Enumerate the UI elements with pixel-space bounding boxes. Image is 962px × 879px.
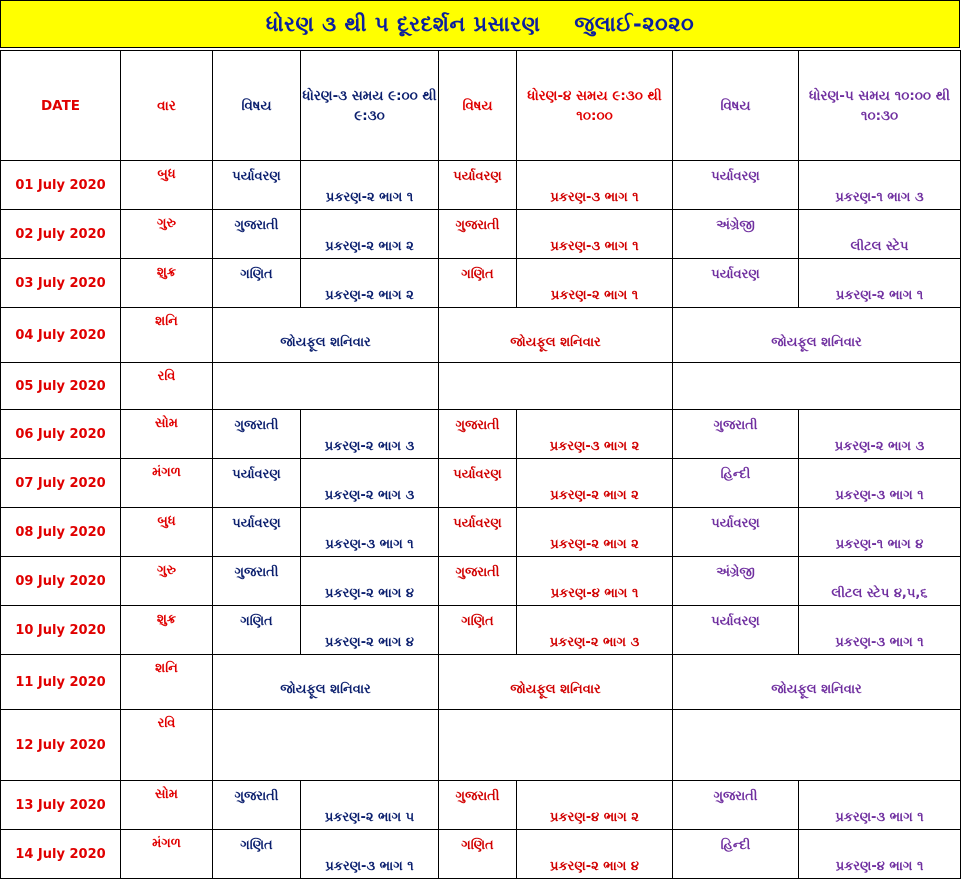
day-cell: સોમ: [121, 410, 213, 459]
lesson-std3-cell: પ્રકરણ-૨ ભાગ ૩: [301, 459, 439, 508]
lesson-std5-cell: પ્રકરણ-૩ ભાગ ૧: [799, 459, 961, 508]
subject-std4-cell: પર્યાવરણ: [439, 459, 517, 508]
joyful-std3-cell: જોયફૂલ શનિવાર: [213, 655, 439, 710]
lesson-std4-cell: પ્રકરણ-૪ ભાગ ૨: [517, 781, 673, 830]
subject-std4-cell: પર્યાવરણ: [439, 508, 517, 557]
day-cell: મંગળ: [121, 830, 213, 879]
subject-std5-cell: પર્યાવરણ: [673, 508, 799, 557]
joyful-std5-cell: જોયફૂલ શનિવાર: [673, 308, 961, 363]
table-row: [1, 308, 961, 363]
subject-std3-cell: ગણિત: [213, 606, 301, 655]
lesson-std5-cell: પ્રકરણ-૨ ભાગ ૩: [799, 410, 961, 459]
lesson-std3-cell: પ્રકરણ-૨ ભાગ ૪: [301, 557, 439, 606]
lesson-std4-cell: પ્રકરણ-૩ ભાગ ૨: [517, 410, 673, 459]
table-row: [1, 259, 961, 308]
header-time-std5: ધોરણ-૫ સમય ૧૦:૦૦ થી ૧૦:૩૦: [799, 51, 961, 161]
lesson-std5-cell: પ્રકરણ-૪ ભાગ ૧: [799, 830, 961, 879]
lesson-std3-cell: પ્રકરણ-૨ ભાગ ૫: [301, 781, 439, 830]
header-subject-std3: વિષય: [213, 51, 301, 161]
day-cell: રવિ: [121, 710, 213, 781]
date-cell: 02 July 2020: [1, 210, 121, 259]
table-row: [1, 508, 961, 557]
date-cell: 11 July 2020: [1, 655, 121, 710]
table-row: [1, 363, 961, 410]
joyful-std4-cell: જોયફૂલ શનિવાર: [439, 308, 673, 363]
lesson-std4-cell: પ્રકરણ-૩ ભાગ ૧: [517, 161, 673, 210]
date-cell: 08 July 2020: [1, 508, 121, 557]
lesson-std5-cell: લીટલ સ્ટેપ: [799, 210, 961, 259]
lesson-std3-cell: પ્રકરણ-૨ ભાગ ૧: [301, 161, 439, 210]
table-row: [1, 781, 961, 830]
lesson-std3-cell: પ્રકરણ-૨ ભાગ ૩: [301, 410, 439, 459]
schedule-body: [1, 161, 961, 879]
table-row: [1, 161, 961, 210]
lesson-std5-cell: પ્રકરણ-૩ ભાગ ૧: [799, 781, 961, 830]
subject-std5-cell: પર્યાવરણ: [673, 259, 799, 308]
lesson-std4-cell: પ્રકરણ-૨ ભાગ ૨: [517, 459, 673, 508]
subject-std4-cell: પર્યાવરણ: [439, 161, 517, 210]
table-row: [1, 606, 961, 655]
subject-std5-cell: અંગ્રેજી: [673, 210, 799, 259]
empty-std5-cell: [673, 363, 961, 410]
title-month: જુલાઈ-૨૦૨૦: [574, 11, 695, 36]
subject-std5-cell: અંગ્રેજી: [673, 557, 799, 606]
subject-std3-cell: ગુજરાતી: [213, 557, 301, 606]
lesson-std5-cell: પ્રકરણ-૧ ભાગ ૩: [799, 161, 961, 210]
subject-std4-cell: ગુજરાતી: [439, 410, 517, 459]
subject-std3-cell: ગુજરાતી: [213, 781, 301, 830]
date-cell: 13 July 2020: [1, 781, 121, 830]
date-cell: 05 July 2020: [1, 363, 121, 410]
day-cell: મંગળ: [121, 459, 213, 508]
day-cell: ગુરુ: [121, 210, 213, 259]
joyful-std3-cell: જોયફૂલ શનિવાર: [213, 308, 439, 363]
table-row: [1, 210, 961, 259]
lesson-std5-cell: લીટલ સ્ટેપ ૪,૫,૬: [799, 557, 961, 606]
table-row: [1, 830, 961, 879]
day-cell: બુધ: [121, 161, 213, 210]
date-cell: 10 July 2020: [1, 606, 121, 655]
header-time-std4: ધોરણ-૪ સમય ૯:૩૦ થી ૧૦:૦૦: [517, 51, 673, 161]
subject-std5-cell: પર્યાવરણ: [673, 606, 799, 655]
empty-std3-cell: [213, 363, 439, 410]
subject-std4-cell: ગણિત: [439, 259, 517, 308]
title-main: ધોરણ ૩ થી ૫ દૂરદર્શન પ્રસારણ: [265, 11, 541, 36]
lesson-std5-cell: પ્રકરણ-૧ ભાગ ૪: [799, 508, 961, 557]
lesson-std4-cell: પ્રકરણ-૨ ભાગ ૪: [517, 830, 673, 879]
day-cell: સોમ: [121, 781, 213, 830]
lesson-std4-cell: પ્રકરણ-૪ ભાગ ૧: [517, 557, 673, 606]
subject-std5-cell: પર્યાવરણ: [673, 161, 799, 210]
subject-std4-cell: ગુજરાતી: [439, 781, 517, 830]
lesson-std4-cell: પ્રકરણ-૨ ભાગ ૨: [517, 508, 673, 557]
header-date: DATE: [1, 51, 121, 161]
subject-std3-cell: ગણિત: [213, 259, 301, 308]
joyful-std5-cell: જોયફૂલ શનિવાર: [673, 655, 961, 710]
date-cell: 12 July 2020: [1, 710, 121, 781]
day-cell: ગુરુ: [121, 557, 213, 606]
empty-std4-cell: [439, 710, 673, 781]
header-time-std3: ધોરણ-૩ સમય ૯:૦૦ થી ૯:૩૦: [301, 51, 439, 161]
empty-std5-cell: [673, 710, 961, 781]
subject-std3-cell: પર્યાવરણ: [213, 508, 301, 557]
subject-std4-cell: ગણિત: [439, 606, 517, 655]
header-row: [1, 51, 961, 161]
date-cell: 03 July 2020: [1, 259, 121, 308]
lesson-std4-cell: પ્રકરણ-૨ ભાગ ૧: [517, 259, 673, 308]
header-subject-std5: વિષય: [673, 51, 799, 161]
empty-std4-cell: [439, 363, 673, 410]
header-subject-std4: વિષય: [439, 51, 517, 161]
lesson-std3-cell: પ્રકરણ-૨ ભાગ ૪: [301, 606, 439, 655]
subject-std3-cell: ગુજરાતી: [213, 210, 301, 259]
subject-std5-cell: ગુજરાતી: [673, 781, 799, 830]
lesson-std5-cell: પ્રકરણ-૩ ભાગ ૧: [799, 606, 961, 655]
subject-std3-cell: ગણિત: [213, 830, 301, 879]
date-cell: 09 July 2020: [1, 557, 121, 606]
subject-std5-cell: ગુજરાતી: [673, 410, 799, 459]
title-bar: [0, 0, 960, 48]
lesson-std3-cell: પ્રકરણ-૨ ભાગ ૨: [301, 259, 439, 308]
empty-std3-cell: [213, 710, 439, 781]
subject-std4-cell: ગણિત: [439, 830, 517, 879]
subject-std5-cell: હિન્દી: [673, 830, 799, 879]
lesson-std3-cell: પ્રકરણ-૩ ભાગ ૧: [301, 830, 439, 879]
joyful-std4-cell: જોયફૂલ શનિવાર: [439, 655, 673, 710]
subject-std3-cell: પર્યાવરણ: [213, 459, 301, 508]
lesson-std3-cell: પ્રકરણ-૩ ભાગ ૧: [301, 508, 439, 557]
day-cell: રવિ: [121, 363, 213, 410]
table-row: [1, 410, 961, 459]
date-cell: 04 July 2020: [1, 308, 121, 363]
header-day: વાર: [121, 51, 213, 161]
lesson-std4-cell: પ્રકરણ-૩ ભાગ ૧: [517, 210, 673, 259]
table-row: [1, 459, 961, 508]
day-cell: શનિ: [121, 655, 213, 710]
lesson-std4-cell: પ્રકરણ-૨ ભાગ ૩: [517, 606, 673, 655]
table-row: [1, 710, 961, 781]
subject-std4-cell: ગુજરાતી: [439, 557, 517, 606]
subject-std3-cell: પર્યાવરણ: [213, 161, 301, 210]
day-cell: શનિ: [121, 308, 213, 363]
subject-std3-cell: ગુજરાતી: [213, 410, 301, 459]
date-cell: 14 July 2020: [1, 830, 121, 879]
lesson-std3-cell: પ્રકરણ-૨ ભાગ ૨: [301, 210, 439, 259]
day-cell: શુક્ર: [121, 606, 213, 655]
subject-std5-cell: હિન્દી: [673, 459, 799, 508]
date-cell: 01 July 2020: [1, 161, 121, 210]
table-row: [1, 557, 961, 606]
table-row: [1, 655, 961, 710]
subject-std4-cell: ગુજરાતી: [439, 210, 517, 259]
schedule-table: [0, 50, 961, 879]
lesson-std5-cell: પ્રકરણ-૨ ભાગ ૧: [799, 259, 961, 308]
date-cell: 06 July 2020: [1, 410, 121, 459]
date-cell: 07 July 2020: [1, 459, 121, 508]
day-cell: શુક્ર: [121, 259, 213, 308]
day-cell: બુધ: [121, 508, 213, 557]
